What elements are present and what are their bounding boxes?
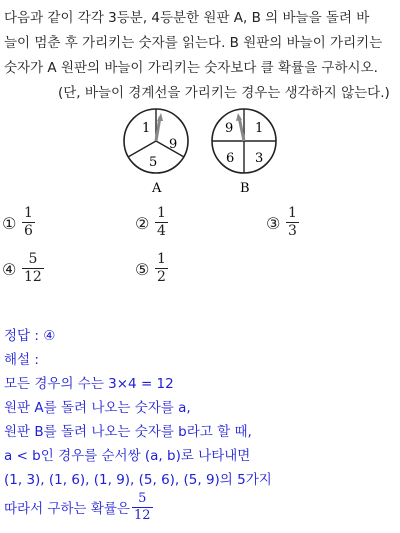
final-denominator: 12 <box>134 508 151 523</box>
option-1-numerator: 1 <box>24 205 33 221</box>
disk-a-number-9: 9 <box>169 137 178 152</box>
option-3-fraction <box>286 205 299 240</box>
option-3-denominator: 3 <box>288 223 297 239</box>
option-2-denominator: 4 <box>157 223 166 239</box>
disk-b-number-9: 9 <box>225 121 234 136</box>
explanation-line-3: 원판 B를 돌려 나오는 숫자를 b라고 할 때, <box>4 424 252 440</box>
answer-section <box>4 324 396 492</box>
option-3-numerator: 1 <box>288 205 297 221</box>
final-line <box>4 500 130 518</box>
problem-text <box>4 6 398 106</box>
problem-line-2: 늘이 멈춘 후 가리키는 숫자를 읽는다. B 원판의 바늘이 가리키는 <box>4 35 383 51</box>
explanation-line-5: (1, 3), (1, 6), (1, 9), (5, 6), (5, 9)의 5가지 <box>4 472 272 488</box>
option-5-denominator: 2 <box>157 269 166 285</box>
disk-a-number-1: 1 <box>142 121 151 136</box>
option-1-denominator: 6 <box>24 223 33 239</box>
explanation-label: 해설 : <box>4 352 39 368</box>
option-5-numerator: 1 <box>157 251 166 267</box>
option-4-marker: ④ <box>2 260 17 279</box>
problem-line-1: 다음과 같이 각각 3등분, 4등분한 원판 A, B 의 바늘을 돌려 바 <box>4 10 370 26</box>
option-2-marker: ② <box>135 214 150 233</box>
problem-condition: (단, 바늘이 경계선을 가리키는 경우는 생각하지 않는다.) <box>58 85 390 101</box>
option-2-numerator: 1 <box>157 205 166 221</box>
explanation-line-4: a < b인 경우를 순서쌍 (a, b)로 나타내면 <box>4 448 251 464</box>
spinner-figure <box>110 103 300 195</box>
option-4-fraction <box>22 251 44 286</box>
final-numerator: 5 <box>138 491 147 506</box>
option-2-fraction <box>155 205 168 240</box>
disk-b-number-1: 1 <box>255 121 264 136</box>
disk-a-label: A <box>152 181 162 195</box>
disk-b-number-3: 3 <box>255 151 264 166</box>
option-3-marker: ③ <box>266 214 281 233</box>
final-fraction <box>132 491 153 524</box>
option-5-marker: ⑤ <box>135 260 150 279</box>
disk-b-label: B <box>240 181 250 195</box>
disk-b <box>212 109 276 195</box>
option-1-fraction <box>22 205 35 240</box>
answer-heading: 정답 : ④ <box>4 328 56 344</box>
disk-a-number-5: 5 <box>149 155 158 170</box>
explanation-line-1: 모든 경우의 수는 3×4 = 12 <box>4 376 174 392</box>
option-4-numerator: 5 <box>28 251 38 267</box>
problem-line-3: 숫자가 A 원판의 바늘이 가리키는 숫자보다 클 확률을 구하시오. <box>4 60 378 76</box>
option-4-denominator: 12 <box>24 269 42 285</box>
disk-a <box>124 109 188 195</box>
option-1-marker: ① <box>2 214 17 233</box>
final-prefix: 따라서 구하는 확률은 <box>4 501 130 517</box>
disk-b-number-6: 6 <box>226 151 235 166</box>
option-5-fraction <box>155 251 168 286</box>
explanation-line-2: 원판 A를 돌려 나오는 숫자를 a, <box>4 400 191 416</box>
